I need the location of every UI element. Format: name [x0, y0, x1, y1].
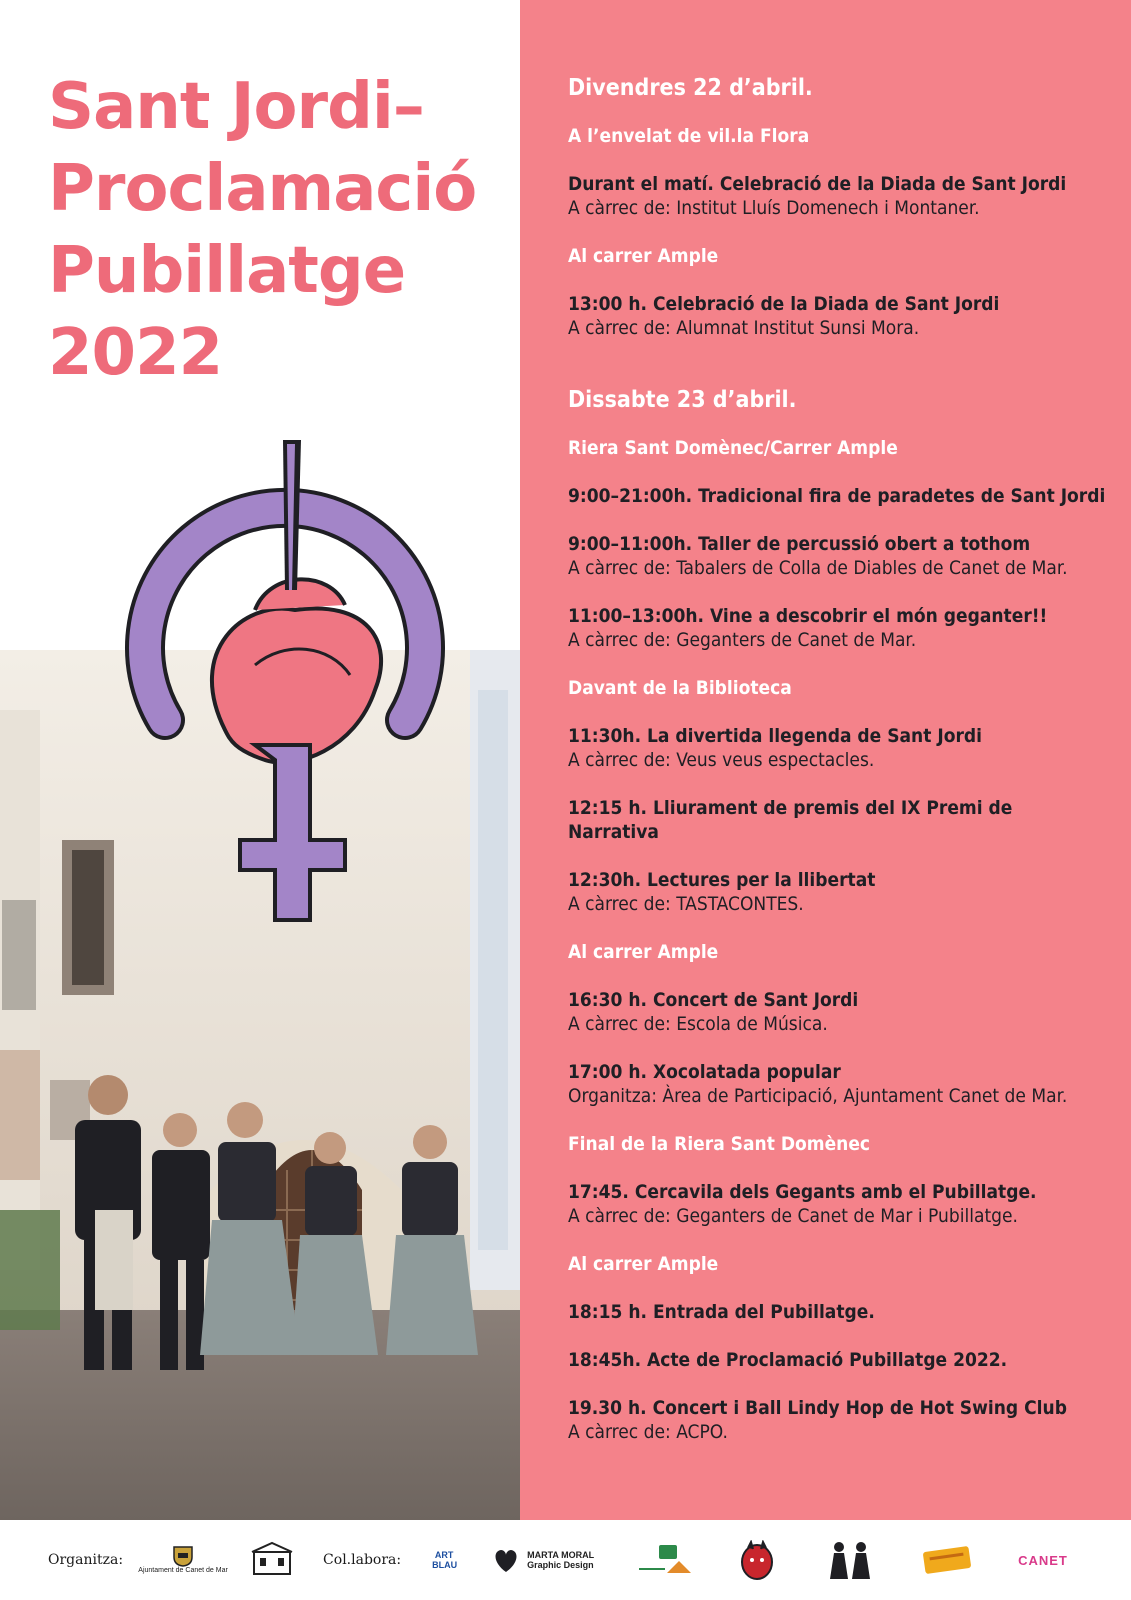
event-title: 9:00–11:00h. Taller de percussió obert a tothom [568, 533, 1031, 555]
event-item [568, 532, 1108, 580]
event-title: 19.30 h. Concert i Ball Lindy Hop de Hot Swing Club [568, 1397, 1067, 1419]
title-line: Sant Jordi– [48, 70, 424, 144]
ticket-logo [922, 1535, 972, 1585]
marta-moral-logo [491, 1535, 594, 1585]
ajuntament-logo [133, 1535, 233, 1585]
collabora-label: Col.labora: [323, 1552, 402, 1568]
sponsor-footer [0, 1520, 1131, 1600]
event-item [568, 604, 1108, 652]
event-organizer: A càrrec de: TASTACONTES. [568, 893, 804, 915]
diables-logo [740, 1535, 774, 1585]
building-icon [248, 1540, 296, 1580]
venue-heading: Final de la Riera Sant Domènec [568, 1133, 871, 1155]
venue-heading: Riera Sant Domènec/Carrer Ample [568, 437, 898, 459]
event-item [568, 988, 1108, 1036]
day-heading: Dissabte 23 d’abril. [568, 387, 797, 413]
event-organizer: A càrrec de: Institut Lluís Domenech i Montaner. [568, 197, 980, 219]
ajuntament-name: Ajuntament de Canet de Mar [138, 1567, 228, 1574]
event-organizer: Organitza: Àrea de Participació, Ajuntament Canet de Mar. [568, 1085, 1068, 1107]
marta-moral-text [527, 1550, 594, 1570]
title-line: 2022 [48, 316, 223, 390]
event-title: 17:45. Cercavila dels Gegants amb el Pubillatge. [568, 1181, 1037, 1203]
event-item [568, 724, 1108, 772]
anniversary-logo [247, 1535, 297, 1585]
venue-heading: Al carrer Ample [568, 245, 719, 267]
ticket-icon [922, 1545, 972, 1575]
venue-heading: Al carrer Ample [568, 1253, 719, 1275]
day-heading: Divendres 22 d’abril. [568, 75, 813, 101]
day-section [568, 386, 1108, 1444]
event-organizer: A càrrec de: Tabalers de Colla de Diables de Canet de Mar. [568, 557, 1068, 579]
event-item [568, 1396, 1108, 1444]
venue-heading: Al carrer Ample [568, 941, 719, 963]
organitza-label: Organitza: [48, 1552, 124, 1568]
venue-heading: A l’envelat de vil.la Flora [568, 125, 810, 147]
event-item [568, 868, 1108, 916]
event-title: 18:45h. Acte de Proclamació Pubillatge 2022. [568, 1349, 1008, 1371]
event-title: 16:30 h. Concert de Sant Jordi [568, 989, 859, 1011]
event-item [568, 172, 1108, 220]
canet-logo [1018, 1535, 1068, 1585]
event-title: 13:00 h. Celebració de la Diada de Sant Jordi [568, 293, 1000, 315]
marta-moral-tagline: Graphic Design [527, 1560, 594, 1570]
devil-icon [740, 1540, 774, 1580]
event-organizer: A càrrec de: Alumnat Institut Sunsi Mora. [568, 317, 920, 339]
event-item [568, 1300, 1108, 1324]
day-section [568, 74, 1108, 340]
event-item [568, 1180, 1108, 1228]
geganters-logo [824, 1535, 876, 1585]
event-organizer: A càrrec de: Escola de Música. [568, 1013, 828, 1035]
event-organizer: A càrrec de: ACPO. [568, 1421, 728, 1443]
giants-icon [824, 1539, 876, 1581]
artblau-name: ART BLAU [432, 1550, 458, 1570]
title-line: Pubillatge [48, 234, 406, 308]
event-title: 11:00–13:00h. Vine a descobrir el món geganter!! [568, 605, 1048, 627]
artblau-logo [429, 1535, 459, 1585]
event-title: 9:00–21:00h. Tradicional fira de paradetes de Sant Jordi [568, 485, 1106, 507]
event-item [568, 292, 1108, 340]
event-organizer: A càrrec de: Geganters de Canet de Mar i Pubillatge. [568, 1205, 1018, 1227]
event-item [568, 484, 1108, 508]
event-organizer: A càrrec de: Geganters de Canet de Mar. [568, 629, 917, 651]
anniversary-30-icon [637, 1543, 695, 1577]
event-organizer: A càrrec de: Veus veus espectacles. [568, 749, 875, 771]
left-column [0, 0, 520, 1520]
event-title: 18:15 h. Entrada del Pubillatge. [568, 1301, 875, 1323]
title-line: Proclamació [48, 152, 477, 226]
event-item [568, 1060, 1108, 1108]
event-title: 12:15 h. Lliurament de premis del IX Premi de Narrativa [568, 797, 1013, 843]
event-item [568, 1348, 1108, 1372]
marta-moral-name: MARTA MORAL [527, 1550, 595, 1560]
event-title: 12:30h. Lectures per la llibertat [568, 869, 876, 891]
program-list [568, 74, 1108, 1468]
sant-jordi-emblem [105, 430, 455, 950]
event-item [568, 796, 1108, 844]
anniversary-30-logo [636, 1535, 696, 1585]
event-title: 17:00 h. Xocolatada popular [568, 1061, 841, 1083]
poster-title [48, 66, 476, 394]
event-title: 11:30h. La divertida llegenda de Sant Jordi [568, 725, 982, 747]
heart-icon [491, 1545, 521, 1575]
shield-icon [172, 1545, 194, 1567]
event-title: Durant el matí. Celebració de la Diada de Sant Jordi [568, 173, 1067, 195]
venue-heading: Davant de la Biblioteca [568, 677, 792, 699]
canet-name: CANET [1018, 1552, 1068, 1568]
